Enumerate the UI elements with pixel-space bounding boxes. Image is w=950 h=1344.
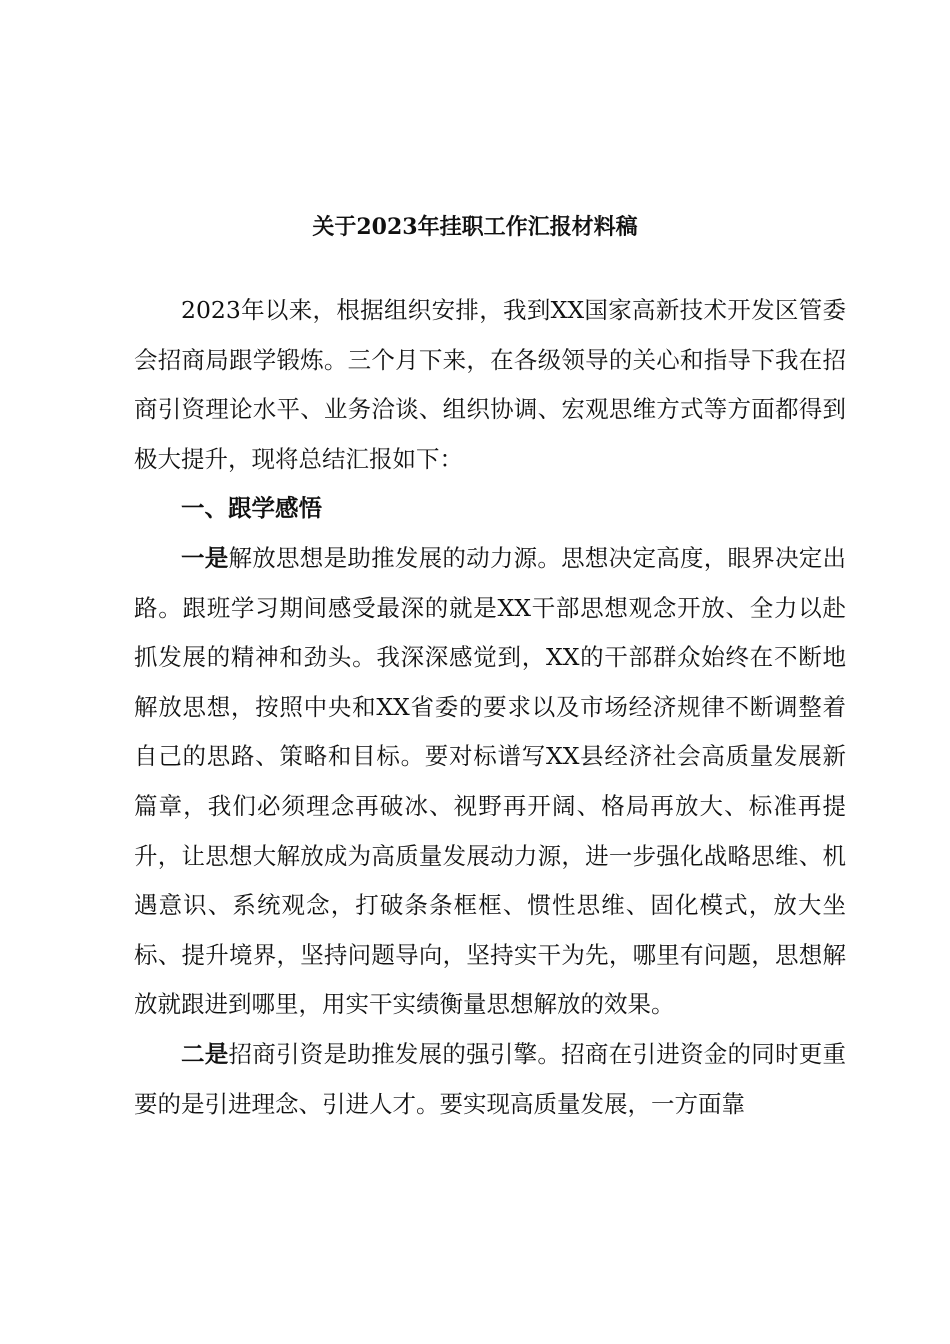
point-1-text: 解放思想是助推发展的动力源。思想决定高度，眼界决定出路。跟班学习期间感受最深的就是XX干部思想观念开放、全力以赴抓发展的精神和劲头。我深深感觉到，XX的干部群众始终在不断地解放思想，按照中央和XX省委的要求以及市场经济规律不断调整着自己的思路、策略和目标。要对标谱写XX县经济社会高质量发展新篇章，我们必须理念再破冰、视野再开阔、格局再放大、标准再提升，让思想大解放成为高质量发展动力源，进一步强化战略思维、机遇意识、系统观念，打破条条框框、惯性思维、固化模式，放大坐标、提升境界，坚持问题导向，坚持实干为先，哪里有问题，思想解放就跟进到哪里，用实干实绩衡量思想解放的效果。 <box>134 543 847 1019</box>
document-body <box>134 286 846 1129</box>
point-1-paragraph <box>134 534 846 1030</box>
point-2-paragraph <box>134 1030 846 1129</box>
section-heading: 一、跟学感悟 <box>181 494 322 523</box>
point-1-lead: 一是 <box>181 543 229 572</box>
point-2-text: 招商引资是助推发展的强引擎。招商在引进资金的同时更重要的是引进理念、引进人才。要实现高质量发展，一方面靠 <box>134 1039 847 1118</box>
intro-paragraph: 2023年以来，根据组织安排，我到XX国家高新技术开发区管委会招商局跟学锻炼。三个月下来，在各级领导的关心和指导下我在招商引资理论水平、业务洽谈、组织协调、宏观思维方式等方面都得到极大提升，现将总结汇报如下： <box>134 296 846 473</box>
document-title: 关于2023年挂职工作汇报材料稿 <box>312 214 638 240</box>
point-2-lead: 二是 <box>181 1039 229 1068</box>
